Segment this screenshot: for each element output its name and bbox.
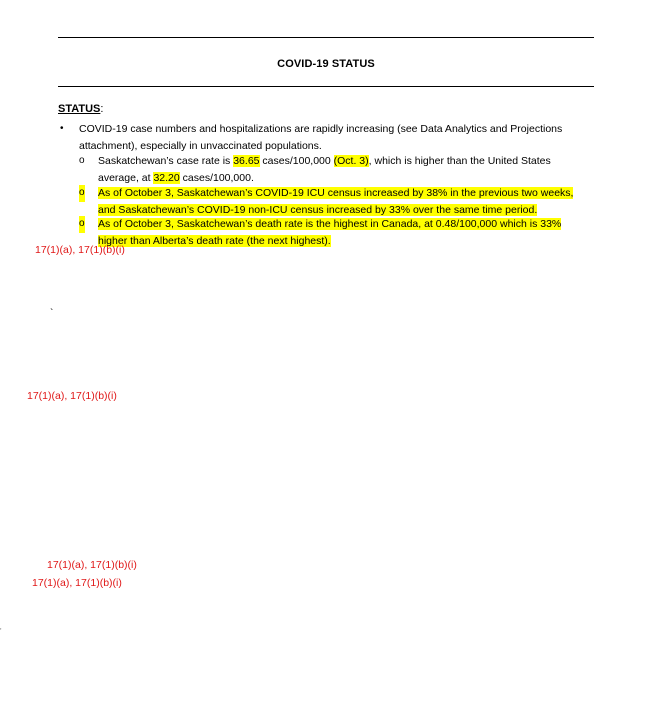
text-run: cases/100,000. [179,171,254,184]
sub-bullet-icon: o [79,155,85,166]
highlighted-date: (Oct. 3) [333,155,369,167]
bullet-text: COVID-19 case numbers and hospitalizations are rapidly increasing (see Data Analytics and Projections attachment), especially in unvaccinated populations. [79,123,563,152]
highlighted-rate: 36.65 [233,155,260,167]
highlighted-text: As of October 3, Saskatchewan’s COVID-19 ICU census increased by 38% in the previous two weeks, and Saskatchewan’s COVID-19 non-ICU census increased by 33% over the same time period. [98,187,574,216]
highlighted-text: As of October 3, Saskatchewan’s death rate is the highest in Canada, at 0.48/100,000 which is 33% higher than Alberta’s death rate (the next highest). [98,218,562,247]
redaction-label: 17(1)(a), 17(1)(b)(i) [35,244,125,256]
text-run: , which is higher than the United States average, at [98,155,551,184]
highlighted-us-rate: 32.20 [153,171,180,184]
sub-bullet-text [98,216,590,249]
stray-mark: ' [0,627,2,636]
bullet-icon: • [60,123,64,134]
redaction-label: 17(1)(a), 17(1)(b)(i) [32,577,122,589]
redaction-label: 17(1)(a), 17(1)(b)(i) [47,559,137,571]
top-rule [58,37,594,38]
section-heading [58,103,103,115]
text-run: cases/100,000 [259,155,334,167]
sub-bullet-icon: o [79,216,85,233]
sub-bullet-text [98,153,590,186]
stray-mark: ` [50,308,54,319]
bottom-rule [58,86,594,87]
sub-bullet-text [98,185,590,218]
sub-bullet-icon: o [79,185,85,202]
document-title: COVID-19 STATUS [277,58,375,70]
section-heading-colon: : [100,103,104,115]
section-heading-label: STATUS [58,103,101,115]
text-run: Saskatchewan’s case rate is [98,155,234,167]
redaction-label: 17(1)(a), 17(1)(b)(i) [27,390,117,402]
